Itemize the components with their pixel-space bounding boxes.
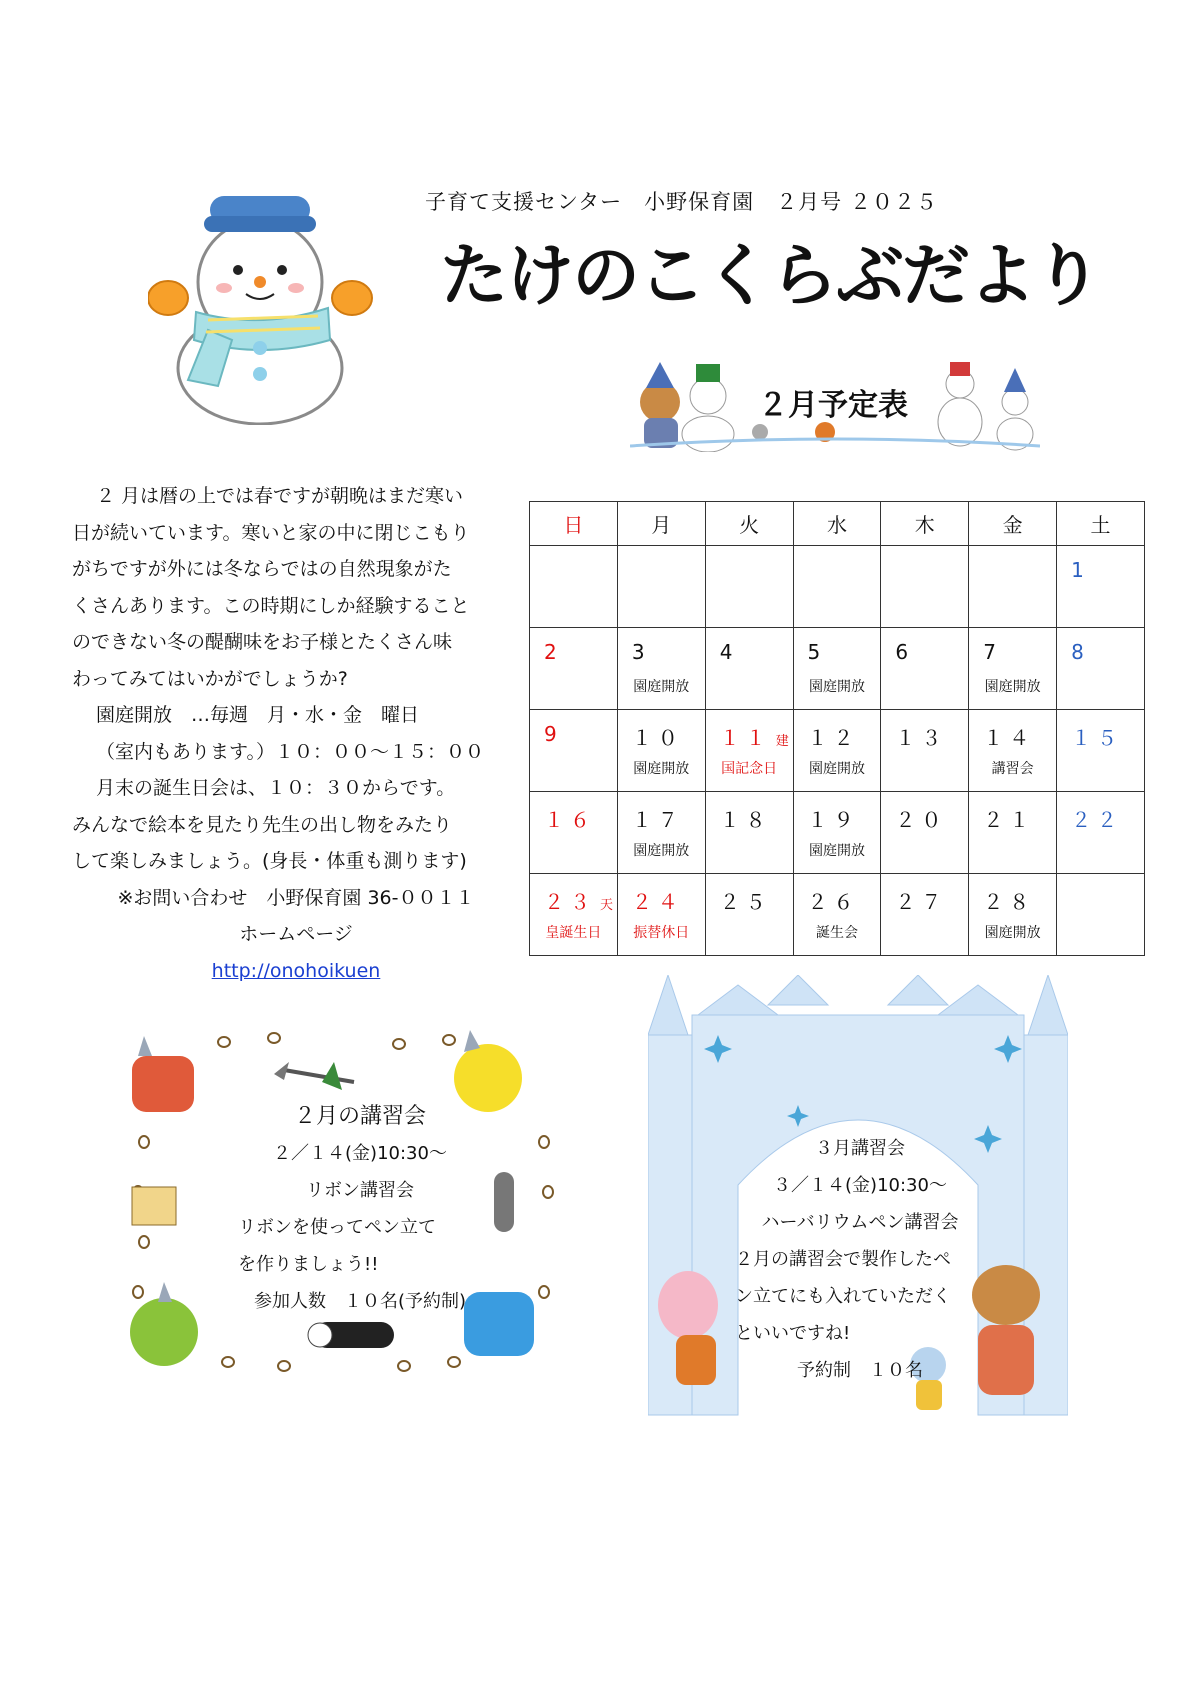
calendar-day-cell [881, 792, 969, 874]
weekday-header: 日 [530, 502, 618, 546]
day-number-text: 3 [631, 640, 651, 664]
day-number [808, 804, 860, 833]
calendar-day-cell [881, 628, 969, 710]
calendar-day-cell [617, 710, 705, 792]
birthday-text-2: みんなで絵本を見たり先生の出し物をみたり [72, 813, 453, 836]
day-number [1071, 722, 1123, 751]
day-number [720, 722, 789, 751]
day-number-text: ２１ [983, 808, 1036, 832]
calendar-day-cell [793, 710, 881, 792]
newsletter-subtitle: 子育て支援センター 小野保育園 ２月号 ２０２５ [425, 190, 938, 214]
day-number-text: １８ [719, 808, 772, 832]
day-number [895, 886, 947, 915]
calendar-week-row [530, 546, 1145, 628]
calendar-day-cell [617, 628, 705, 710]
weekday-header: 火 [705, 502, 793, 546]
day-number [632, 804, 684, 833]
day-number-text: 2 [544, 640, 563, 664]
calendar-day-cell [530, 710, 618, 792]
calendar-day-cell [969, 546, 1057, 628]
day-number [544, 640, 563, 664]
day-number-text: １７ [631, 808, 684, 832]
intro-line: わってみてはいかがでしょうか? [72, 667, 348, 690]
day-event: 講習会 [991, 761, 1034, 777]
mar-class-title: ３月講習会 [815, 1138, 905, 1159]
calendar-day-cell [969, 792, 1057, 874]
homepage-link[interactable]: http://onohoikuen [211, 959, 381, 982]
calendar-day-cell [881, 710, 969, 792]
intro-line: 日が続いています。寒いと家の中に閉じこもり [72, 521, 470, 544]
calendar-day-cell [881, 874, 969, 956]
day-number [1071, 804, 1123, 833]
day-number-text: １０ [631, 726, 684, 750]
mar-class-desc-2: ン立てにも入れていただく [735, 1286, 951, 1307]
day-number [983, 804, 1035, 833]
feb-class-capacity: 参加人数 １０名(予約制) [253, 1291, 467, 1312]
calendar-day-cell [617, 546, 705, 628]
day-number-text: 6 [895, 640, 915, 664]
day-number-text: 1 [1071, 558, 1090, 582]
calendar-day-cell [793, 792, 881, 874]
day-number-text: ２２ [1071, 808, 1124, 832]
day-number [720, 804, 772, 833]
calendar-day-cell [705, 546, 793, 628]
feb-class-name: リボン講習会 [306, 1180, 414, 1201]
calendar-day-cell [881, 546, 969, 628]
calendar-day-cell [1057, 710, 1145, 792]
calendar-day-cell [530, 546, 618, 628]
day-event: 皇誕生日 [545, 925, 602, 941]
garden-time-text: （室内もあります。）１０：００～１５：００ [96, 740, 484, 763]
day-number [895, 804, 947, 833]
day-number [632, 640, 651, 664]
feb-class-title: ２月の講習会 [293, 1104, 426, 1129]
mar-class-name: ハーバリウムペン講習会 [761, 1212, 959, 1233]
contact-text: ※お問い合わせ 小野保育園 36-００１１ [117, 886, 475, 909]
garden-open-text: 園庭開放 …毎週 月・水・金 曜日 [96, 704, 420, 726]
intro-line: がちですが外には冬ならではの自然現象がた [72, 558, 452, 580]
day-number [808, 722, 860, 751]
day-number-text: １４ [983, 726, 1036, 750]
day-event: 誕生会 [815, 925, 858, 941]
homepage-label: ホームページ [239, 923, 353, 945]
day-number-text: １５ [1071, 726, 1124, 750]
mar-class-capacity: 予約制 １０名 [797, 1360, 923, 1381]
calendar-day-cell [617, 874, 705, 956]
day-number-text: １２ [807, 726, 860, 750]
day-number [808, 886, 860, 915]
day-event: 振替休日 [633, 925, 690, 941]
calendar-day-cell [530, 628, 618, 710]
day-number [544, 722, 563, 746]
day-event: 園庭開放 [984, 679, 1041, 695]
weekday-header: 木 [881, 502, 969, 546]
day-number [544, 886, 613, 915]
calendar-day-cell [969, 874, 1057, 956]
day-event: 園庭開放 [984, 925, 1041, 941]
newsletter-title: たけのこくらぶだより [440, 237, 1101, 316]
intro-line: のできない冬の醍醐味をお子様とたくさん味 [72, 631, 453, 653]
intro-line: くさんあります。この時期にしか経験すること [72, 594, 470, 617]
mar-class-desc-1: ２月の講習会で製作したペ [735, 1249, 951, 1270]
day-event: 園庭開放 [633, 761, 690, 777]
feb-class-desc-1: リボンを使ってペン立て [238, 1217, 436, 1238]
day-number-text: 4 [719, 640, 739, 664]
day-number-text: 9 [544, 722, 563, 746]
calendar-day-cell [705, 628, 793, 710]
day-event: 園庭開放 [808, 761, 865, 777]
day-number-text: ２４ [631, 890, 684, 914]
calendar-day-cell [969, 628, 1057, 710]
calendar-day-cell [793, 546, 881, 628]
snowman-illustration [148, 190, 378, 425]
calendar-day-cell [1057, 546, 1145, 628]
day-number [1071, 558, 1090, 582]
holiday-mark: 建 [775, 734, 789, 749]
day-number [720, 886, 772, 915]
calendar-day-cell [530, 792, 618, 874]
calendar-day-cell [969, 710, 1057, 792]
day-number [632, 886, 684, 915]
calendar-week-row [530, 628, 1145, 710]
day-number-text: ２７ [895, 890, 948, 914]
calendar-day-cell [530, 874, 618, 956]
day-number [983, 640, 1002, 664]
mar-class-date: ３／１４(金)10:30～ [773, 1175, 947, 1196]
feb-class-date: ２／１４(金)10:30～ [273, 1143, 447, 1164]
day-number [544, 804, 596, 833]
day-event: 国記念日 [721, 761, 778, 777]
day-number [1071, 640, 1090, 664]
birthday-text-3: して楽しみましょう。(身長・体重も測ります) [72, 850, 467, 872]
day-number-text: １６ [544, 808, 596, 832]
calendar-day-cell [1057, 874, 1145, 956]
calendar-day-cell [1057, 792, 1145, 874]
day-number-text: 7 [983, 640, 1002, 664]
feb-class-desc-2: を作りましょう!! [238, 1254, 379, 1275]
day-event: 園庭開放 [633, 679, 690, 695]
calendar-day-cell [705, 710, 793, 792]
schedule-title: ２月予定表 [758, 388, 908, 423]
day-event: 園庭開放 [808, 843, 865, 859]
mar-class-info [735, 1130, 985, 1389]
weekday-header: 金 [969, 502, 1057, 546]
day-number-text: ２０ [895, 808, 948, 832]
day-number-text: １１ [719, 726, 772, 750]
day-number [632, 722, 684, 751]
calendar-week-row [530, 792, 1145, 874]
day-event: 園庭開放 [808, 679, 865, 695]
weekday-header: 水 [793, 502, 881, 546]
day-number-text: 8 [1071, 640, 1090, 664]
day-number-text: １９ [807, 808, 860, 832]
calendar-day-cell [705, 874, 793, 956]
birthday-text: 月末の誕生日会は、１０：３０からです。 [96, 777, 456, 799]
calendar-day-cell [793, 628, 881, 710]
day-number [808, 640, 827, 664]
holiday-mark: 天 [600, 898, 614, 913]
day-number-text: ２６ [807, 890, 860, 914]
day-number [983, 722, 1035, 751]
day-number [895, 640, 914, 664]
intro-line: ２ 月は暦の上では春ですが朝晩はまだ寒い [96, 485, 464, 507]
weekday-header: 土 [1057, 502, 1145, 546]
day-number-text: ２８ [983, 890, 1036, 914]
calendar-week-row [530, 710, 1145, 792]
mar-class-desc-3: といいですね! [735, 1323, 851, 1344]
day-number-text: １３ [895, 726, 948, 750]
day-event: 園庭開放 [633, 843, 690, 859]
calendar-day-cell [1057, 628, 1145, 710]
calendar-day-cell [705, 792, 793, 874]
feb-class-info [210, 1098, 510, 1320]
day-number [720, 640, 739, 664]
day-number [895, 722, 947, 751]
day-number [983, 886, 1035, 915]
day-number-text: ２３ [544, 890, 596, 914]
intro-text [72, 478, 520, 989]
calendar-day-cell [617, 792, 705, 874]
february-calendar [529, 501, 1145, 956]
day-number-text: ２５ [719, 890, 772, 914]
calendar-day-cell [793, 874, 881, 956]
calendar-week-row [530, 874, 1145, 956]
weekday-header: 月 [617, 502, 705, 546]
day-number-text: 5 [807, 640, 827, 664]
